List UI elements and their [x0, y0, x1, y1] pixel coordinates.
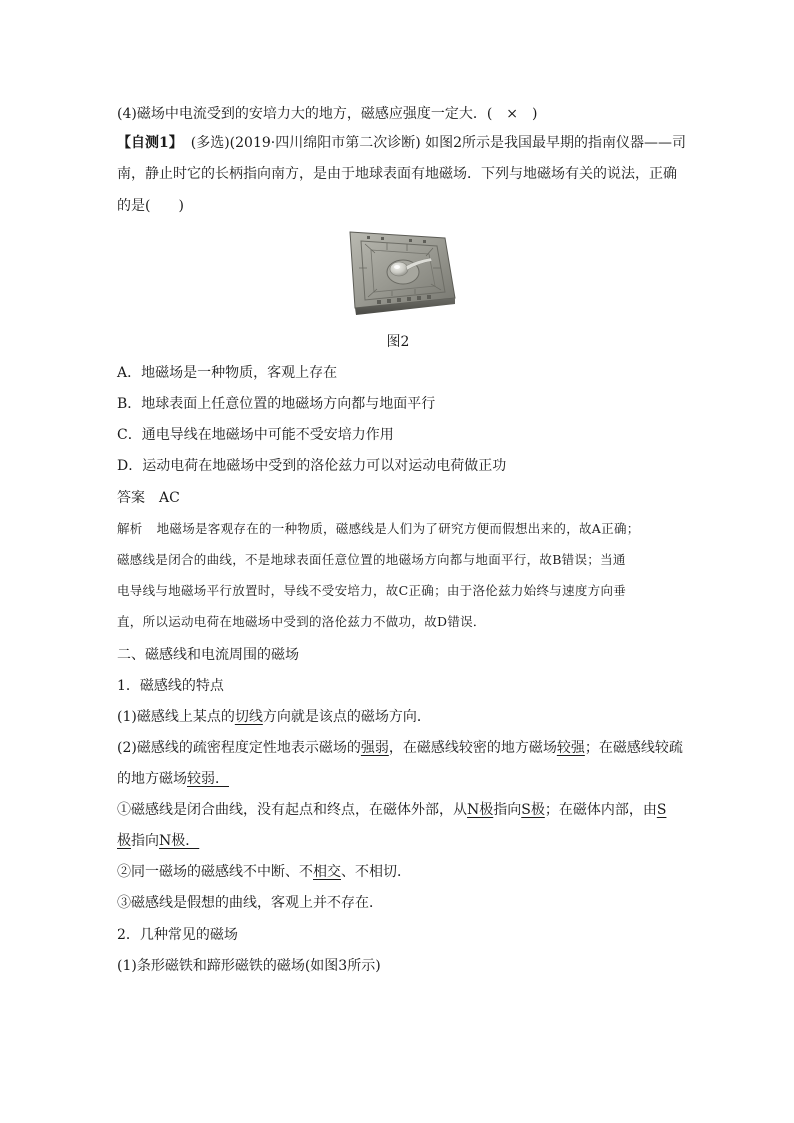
option-b: B．地球表面上任意位置的地磁场方向都与地面平行	[117, 396, 436, 412]
c1-underlined-pole: 极	[117, 833, 131, 849]
answer-line	[117, 488, 679, 508]
paragraph-3: (1)条形磁铁和蹄形磁铁的磁场(如图3所示)	[117, 958, 381, 974]
p1-text-b: 方向就是该点的磁场方向．	[262, 709, 431, 725]
p2-text-a: (2)磁感线的疏密程度定性地表示磁场的	[117, 740, 361, 756]
analysis-line-3: 电导线与地磁场平行放置时，导线不受安培力，故C正确；由于洛伦兹力始终与速度方向垂	[117, 583, 627, 598]
p2-text-b: ，在磁感线较密的地方磁场	[388, 740, 557, 756]
c1-text-b: 指向	[493, 802, 522, 818]
c2-text-a: ②同一磁场的磁感线不中断、不	[117, 864, 313, 880]
analysis-line-1	[117, 519, 679, 539]
c1-underlined-n: N极	[467, 802, 494, 818]
judgment-item	[117, 104, 679, 124]
sinan-compass-icon	[347, 228, 457, 316]
answer-value: AC	[159, 490, 180, 506]
analysis-label: 解析	[117, 521, 143, 536]
p2-underlined-3: 较弱．	[187, 771, 229, 787]
analysis-text-1: 地磁场是客观存在的一种物质，磁感线是人们为了研究方便而假想出来的，故A正确；	[156, 521, 640, 536]
circle2-line	[117, 862, 679, 882]
c1-text-c: ；在磁体内部，由	[544, 802, 657, 818]
c1-underlined-n2: N极．	[159, 833, 200, 849]
c1-underlined-s2: S	[656, 802, 667, 818]
p2-text-c: ；在磁感线较疏	[584, 740, 683, 756]
paragraph-2-line-2	[117, 769, 679, 789]
circle1-line-1	[117, 800, 679, 820]
figure-caption: 图2	[386, 334, 410, 350]
c1-text-e: 指向	[131, 833, 159, 849]
judgment-mark: ×	[506, 106, 519, 122]
exercise-line2: 南，静止时它的长柄指向南方，是由于地球表面有地磁场．下列与地磁场有关的说法，正确	[117, 166, 677, 182]
p2-text-d: 的地方磁场	[117, 771, 187, 787]
answer-label: 答案	[117, 490, 145, 506]
subheading-2: 2．几种常见的磁场	[117, 927, 238, 943]
paragraph-2-line-1	[117, 738, 683, 758]
judgment-statement: (4)磁场中电流受到的安培力大的地方，磁感应强度一定大．(	[117, 106, 493, 122]
c1-text-a: ①磁感线是闭合曲线，没有起点和终点，在磁体外部，从	[117, 802, 467, 818]
exercise-tag: 【自测1】	[117, 135, 183, 151]
option-c: C．通电导线在地磁场中可能不受安培力作用	[117, 427, 394, 443]
section-heading: 二、磁感线和电流周围的磁场	[117, 647, 299, 663]
analysis-line-4: 直，所以运动电荷在地磁场中受到的洛伦兹力不做功，故D错误．	[117, 614, 486, 629]
exercise-line3: 的是( )	[117, 198, 184, 214]
p2-underlined-1: 强弱	[360, 740, 389, 756]
circle1-line-2	[117, 831, 679, 851]
option-d: D．运动电荷在地磁场中受到的洛伦兹力可以对运动电荷做正功	[117, 458, 507, 474]
p1-underlined: 切线	[234, 709, 263, 725]
c2-text-b: 、不相切．	[341, 864, 411, 880]
judgment-close: )	[532, 106, 538, 122]
paragraph-1	[117, 707, 679, 727]
p2-underlined-2: 较强	[556, 740, 585, 756]
option-a: A．地磁场是一种物质，客观上存在	[117, 365, 338, 381]
sinan-compass-figure	[347, 228, 457, 316]
circle3-line: ③磁感线是假想的曲线，客观上并不存在．	[117, 895, 383, 911]
exercise-intro	[117, 133, 687, 153]
c2-underlined: 相交	[313, 864, 341, 880]
c1-underlined-s: S极	[521, 802, 545, 818]
subheading-1: 1．磁感线的特点	[117, 678, 224, 694]
p1-text-a: (1)磁感线上某点的	[117, 709, 235, 725]
analysis-line-2: 磁感线是闭合的曲线，不是地球表面任意位置的地磁场方向都与地面平行，故B错误；当通	[117, 552, 626, 567]
exercise-intro-text: (多选)(2019·四川绵阳市第二次诊断) 如图2所示是我国最早期的指南仪器——司	[190, 135, 687, 151]
